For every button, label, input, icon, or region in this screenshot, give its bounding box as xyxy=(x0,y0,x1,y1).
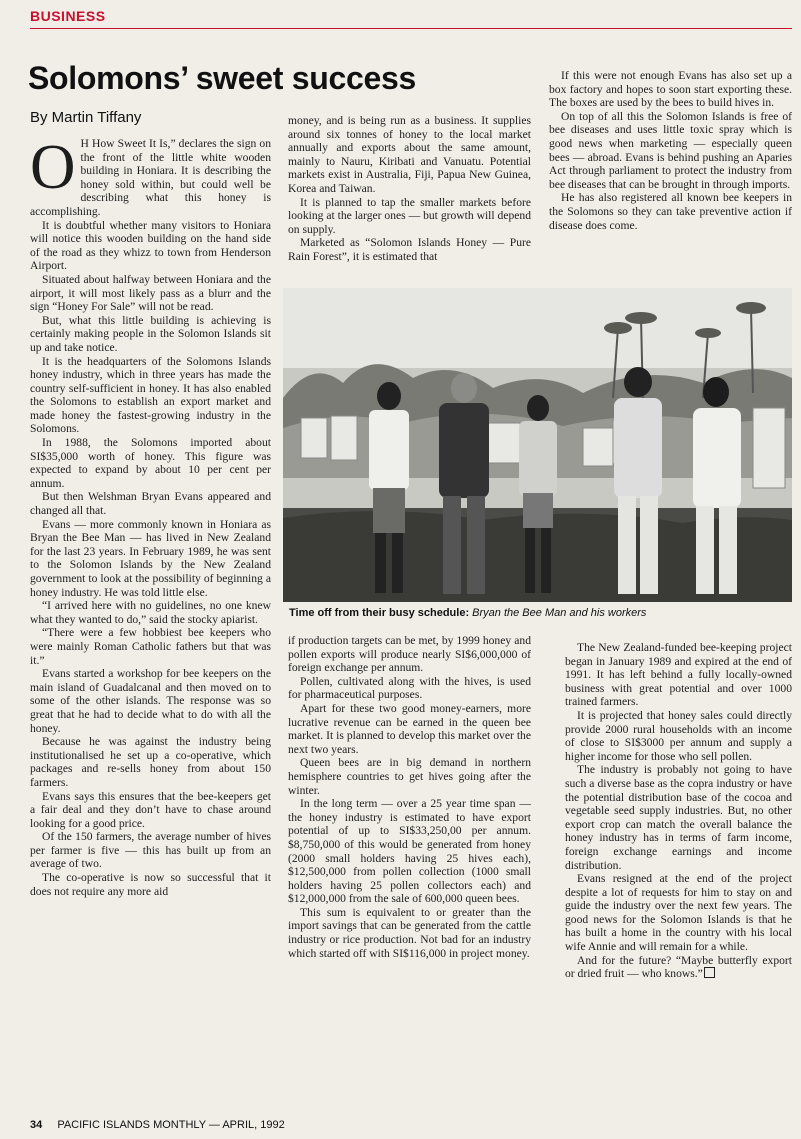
paragraph: Evans — more commonly known in Honiara as Bryan the Bee Man — has lived in New Zealand for the last 23 years. In February 1989, he was sent to the Solomon Islands by the New Zealand government to look at the possibility of beginning a honey industry. He was told little else. xyxy=(30,517,271,599)
paragraph: The industry is probably not going to have such a diverse base as the copra industry or have the potential distribution base of the cocoa and vegetable seed supply industries. But, no other export crop can match the overall balance the honey industry has in terms of farm income, foreign exchange earnings and income distribution. xyxy=(565,763,792,872)
paragraph: It is projected that honey sales could directly provide 2000 rural households with an income of close to SI$3000 per annum and supply a higher income for those who sell pollen. xyxy=(565,708,792,763)
header-rule xyxy=(30,28,792,29)
end-mark-icon xyxy=(704,967,715,978)
paragraph: “I arrived here with no guidelines, no one knew what they wanted to do,” said the stocky apiarist. xyxy=(30,599,271,626)
paragraph: Evans started a workshop for bee keepers on the main island of Guadalcanal and then moved on to some of the other islands. The response was so great that he had to decide what to do with all the honey. xyxy=(30,667,271,735)
paragraph: He has also registered all known bee keepers in the Solomons so they can take preventive action if disease does come. xyxy=(549,191,792,232)
section-label: BUSINESS xyxy=(30,8,106,24)
page-footer xyxy=(30,1119,285,1131)
paragraph: It is planned to tap the smaller markets before looking at the larger ones — but growth will depend on supply. xyxy=(288,195,531,236)
paragraph: But, what this little building is achieving is certainly making people in the Solomon Islands sit up and take notice. xyxy=(30,313,271,354)
paragraph: Evans says this ensures that the bee-keepers get a fair deal and they don’t have to chase around looking for a good price. xyxy=(30,789,271,830)
paragraph: Apart for these two good money-earners, more lucrative revenue can be earned in the queen bee market. It is planned to develop this market over the next two years. xyxy=(288,701,531,756)
article-column-1 xyxy=(30,132,271,898)
paragraph: In the long term — over a 25 year time span — the honey industry is estimated to have export potential of up to SI$33,250,00 per annum. $8,750,000 of this would be generated from honey (2000 small holders having 25 hives each), $12,500,000 from pollen collection (1000 small holders having 25 pollen collectors each) and $12,000,000 from the sale of 600,000 queen bees. xyxy=(288,797,531,906)
paragraph: “There were a few hobbiest bee keepers who were mainly Roman Catholic fathers but that was it.” xyxy=(30,626,271,667)
caption-text: Bryan the Bee Man and his workers xyxy=(472,607,647,619)
photo-caption xyxy=(289,607,646,619)
photo-illustration xyxy=(283,288,792,602)
article-column-3-top xyxy=(549,69,792,232)
paragraph: Situated about halfway between Honiara and the airport, it will most likely pass as a blurr and the sign “Honey For Sale” will not be read. xyxy=(30,272,271,314)
publication-info: PACIFIC ISLANDS MONTHLY — APRIL, 1992 xyxy=(57,1119,285,1131)
paragraph: But then Welshman Bryan Evans appeared and changed all that. xyxy=(30,490,271,518)
paragraph: money, and is being run as a business. It supplies around six tonnes of honey to the local market annually and exports about the same amount, mainly to Nauru, Kiribati and Vanuatu. Potential markets exist in Australia, Fiji, Papua New Guinea, Korea and Taiwan. xyxy=(288,114,531,195)
headline: Solomons’ sweet success xyxy=(28,60,416,96)
article-column-3-bottom xyxy=(565,641,792,981)
drop-cap: O xyxy=(30,132,76,202)
byline: By Martin Tiffany xyxy=(30,109,142,126)
workers-photo xyxy=(283,288,792,602)
paragraph: Because he was against the industry being institutionalised he set up a co-operative, which packages and re-sells honey from about 150 farmers. xyxy=(30,735,271,789)
paragraph: It is the headquarters of the Solomons Islands honey industry, which in three years has made the country self-sufficient in honey. It has also enabled the Solomons to establish an export market and made honey the fastest-growing industry in the Solomons. xyxy=(30,354,271,436)
article-column-2-bottom xyxy=(288,634,531,960)
caption-lead: Time off from their busy schedule: xyxy=(289,607,470,619)
paragraph: On top of all this the Solomon Islands is free of bee diseases and uses little toxic spray which is good news when marketing — especially queen bees — abroad. Evans is behind pushing an Aparies Act through parliament to protect the industry from bee diseases that can be brought in through imports. xyxy=(549,109,792,191)
paragraph: This sum is equivalent to or greater than the import savings that can be generated from the cattle industry or rice production. Not bad for an industry which started off with SI$116,000 in project money. xyxy=(288,905,531,960)
paragraph: Of the 150 farmers, the average number of hives per farmer is five — this has built up from an average of two. xyxy=(30,830,271,871)
paragraph: Evans resigned at the end of the project despite a lot of requests for him to stay on and guide the industry over the next few years. The good news for the Solomon Islands is that he has built a home in the country with his local wife Annie and will remain for a while. xyxy=(565,872,792,954)
article-column-2-top xyxy=(288,114,531,264)
page-number: 34 xyxy=(30,1119,43,1131)
paragraph: The New Zealand-funded bee-keeping project began in January 1989 and expired at the end of 1991. It has left behind a fully locally-owned business with great potential and over 1000 trained farmers. xyxy=(565,641,792,709)
paragraph: if production targets can be met, by 1999 honey and pollen exports will produce nearly SI$6,000,000 of foreign exchange per annum. xyxy=(288,634,531,675)
paragraph: It is doubtful whether many visitors to Honiara will notice this wooden building on the hand side of the road as they whizz to town from Henderson Airport. xyxy=(30,218,271,273)
paragraph: Marketed as “Solomon Islands Honey — Pure Rain Forest”, it is estimated that xyxy=(288,236,531,263)
paragraph: If this were not enough Evans has also set up a box factory and hopes to soon start exporting these. The boxes are used by the bees to build hives in. xyxy=(549,69,792,110)
paragraph: And for the future? “Maybe butterfly export or dried fruit — who knows.” xyxy=(565,953,792,981)
paragraph: Pollen, cultivated along with the hives, is used for pharmaceutical purposes. xyxy=(288,674,531,702)
paragraph: Queen bees are in big demand in northern hemisphere countries to get hives going after the winter. xyxy=(288,756,531,797)
paragraph: H How Sweet It Is,” declares the sign on the front of the little white wooden building in Honiara. It is describing the honey sold within, but could well be describing what this honey is accomplishing. xyxy=(30,137,271,218)
paragraph: In 1988, the Solomons imported about SI$35,000 worth of honey. This figure was expected to expand by about 10 per cent per annum. xyxy=(30,436,271,490)
paragraph: The co-operative is now so successful that it does not require any more aid xyxy=(30,871,271,898)
